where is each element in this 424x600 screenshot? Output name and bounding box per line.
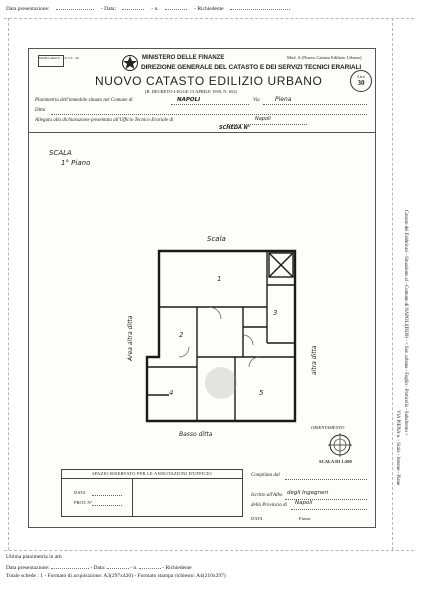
via-value: Piena: [275, 96, 292, 103]
office-date-label: DATA: [74, 490, 86, 495]
header-number-label: - n.: [151, 6, 159, 12]
allegata-value: Napoli: [255, 116, 271, 122]
header-presentation-label: Data presentazione:: [6, 6, 50, 12]
office-prot-line: [92, 505, 122, 506]
office-annotations-title: SPAZIO RISERVATO PER LE ANNOTAZIONI D'UFFICIO: [62, 470, 242, 479]
office-box-divider: [132, 478, 133, 516]
header-requester-label: - Richiedente: [194, 6, 224, 12]
room-number-4: 4: [169, 389, 174, 397]
scheda-label: SCHEDA N°: [219, 125, 251, 131]
plan-bottom-label: Basso ditta: [179, 431, 213, 438]
office-date-line: [92, 495, 122, 496]
compilata-line: [285, 479, 367, 480]
directorate-label: DIREZIONE GENERALE DEL CATASTO E DEI SERVIZI TECNICI ERARIALI: [141, 64, 362, 71]
cadastral-sheet: [28, 48, 376, 528]
via-line: [263, 104, 367, 105]
right-margin-line: [392, 18, 393, 550]
compass-icon: [327, 432, 353, 458]
header-date-label: - Data:: [100, 6, 117, 12]
footer-totals: Totale schede : 1 - Formato di acquisizione: A3(297x420) - Formato stampa richiesto: A4(210x297): [6, 573, 226, 579]
right-side-address-text: VIA PIENA n. - Scala - Interno - Piano: [395, 410, 400, 486]
signature-label: Firma:: [299, 516, 311, 521]
allegata-label: Allegata alla dichiarazione presentata all'Ufficio Tecnico Erariale di: [35, 118, 174, 123]
model-reference: Mod. A (Nuovo Catasto Edilizio Urbano): [287, 55, 362, 60]
right-side-cadastre-text: Catasto dei Fabbricati - Situazione al - Comune di NAPOLI(F839) - < Sez. urbana - Foglio - Particella - Subalterno >: [403, 210, 408, 436]
comune-value: NAPOLI: [177, 97, 201, 103]
stamp-box: MODULARIO F. - Cat. S.T. - 99: [38, 55, 64, 67]
plan-right-label: altra ditta: [311, 345, 318, 375]
decree-label: (R. DECRETO-LEGGE 13 APRILE 1939, N. 652): [145, 89, 238, 94]
ditta-line: [51, 114, 367, 115]
iscritto-label: Iscritto all'Albo: [251, 493, 283, 498]
room-number-1: 1: [217, 275, 222, 283]
price-stamp: [350, 70, 372, 92]
ministry-label: MINISTERO DELLE FINANZE: [142, 55, 225, 61]
price-label: Lire: [357, 74, 365, 79]
footer-ultima: Ultima planimetria in atti: [6, 554, 62, 560]
date-field-label: DATA: [251, 516, 263, 521]
room-number-5: 5: [259, 389, 264, 397]
header-info: [6, 5, 296, 12]
scala-note: SCALA: [49, 149, 72, 157]
provincia-label: della Provincia di: [251, 503, 287, 508]
footer-requester-label: - Richiedente: [162, 565, 192, 571]
plan-left-label: Area altra ditta: [127, 315, 134, 361]
header-rule: [29, 132, 375, 133]
orientamento-label: ORIENTAMENTO: [311, 425, 345, 430]
office-prot-label: PROT. N°: [74, 500, 93, 505]
comune-line: [171, 104, 249, 105]
state-emblem-icon: [121, 54, 139, 72]
footer-presentation: [6, 564, 192, 571]
compilata-label: Compilata dal: [251, 473, 280, 478]
room-number-3: 3: [273, 309, 278, 317]
header-divider: [4, 18, 414, 19]
provincia-value: Napoli: [295, 500, 313, 506]
ditta-label: Ditta: [35, 108, 46, 113]
room-number-2: 2: [179, 331, 184, 339]
piano-note: 1° Piano: [61, 159, 91, 167]
provincia-line: [291, 509, 367, 510]
floor-plan-drawing: [139, 245, 305, 439]
plan-top-label: Scala: [207, 235, 226, 243]
footer-number-label: - n.: [130, 565, 138, 571]
office-annotations-box: [61, 469, 243, 517]
iscritto-value: degli Ingegneri: [287, 490, 329, 496]
footer-date-label: - Data:: [90, 565, 106, 571]
plan-label: Planimetria dell'immobile situato nel Comune di: [35, 98, 133, 103]
left-margin-line: [8, 18, 9, 550]
footer-divider: [4, 550, 414, 551]
price-value: 30: [357, 79, 365, 87]
via-label: Via: [253, 98, 260, 103]
document-title: NUOVO CATASTO EDILIZIO URBANO: [95, 74, 323, 88]
scale-label: SCALA DI 1:200: [319, 459, 352, 464]
footer-presentation-label: Data presentazione:: [6, 565, 50, 571]
